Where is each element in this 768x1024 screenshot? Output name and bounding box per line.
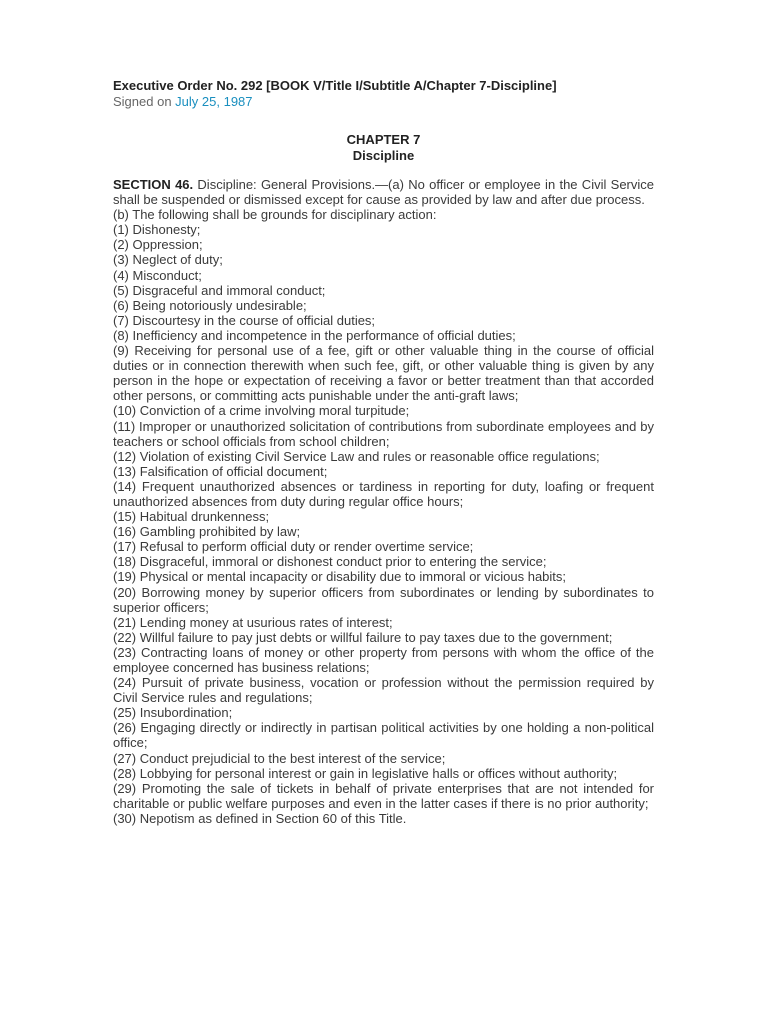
ground-item: (9) Receiving for personal use of a fee, gift or other valuable thing in the course of official duties or in connection therewith when such fee, gift, or other valuable thing is given by any person in the hope or expectation of receiving a favor or better treatment than that accorded other persons, or committing acts punishable under the anti-graft laws; — [113, 343, 654, 404]
chapter-name: Discipline — [352, 148, 415, 163]
ground-item: (8) Inefficiency and incompetence in the performance of official duties; — [113, 327, 516, 343]
section-label: SECTION 46. — [113, 177, 194, 192]
ground-item: (16) Gambling prohibited by law; — [113, 524, 301, 540]
ground-item: (29) Promoting the sale of tickets in behalf of private enterprises that are not intended for charitable or public welfare purposes and even in the latter cases if there is no prior authority; — [113, 780, 654, 811]
ground-item: (13) Falsification of official document; — [113, 463, 328, 479]
ground-item: (27) Conduct prejudicial to the best interest of the service; — [113, 750, 446, 766]
ground-item: (4) Misconduct; — [113, 267, 202, 283]
ground-item: (2) Oppression; — [113, 237, 203, 253]
ground-item: (24) Pursuit of private business, vocation or profession without the permission required by Civil Service rules and regulations; — [113, 675, 654, 706]
ground-item: (26) Engaging directly or indirectly in partisan political activities by one holding a non-political office; — [113, 720, 654, 751]
ground-item: (10) Conviction of a crime involving moral turpitude; — [113, 403, 410, 419]
ground-item: (14) Frequent unauthorized absences or tardiness in reporting for duty, loafing or frequent unauthorized absences from duty during regular office hours; — [113, 478, 654, 509]
signed-line — [113, 94, 654, 110]
ground-item: (12) Violation of existing Civil Service Law and rules or reasonable office regulations; — [113, 448, 600, 464]
ground-item: (21) Lending money at usurious rates of interest; — [113, 614, 393, 630]
ground-item: (6) Being notoriously undesirable; — [113, 297, 307, 313]
grounds-intro: (b) The following shall be grounds for disciplinary action: — [113, 207, 437, 223]
document-title: Executive Order No. 292 [BOOK V/Title I/Subtitle A/Chapter 7-Discipline] — [113, 78, 557, 93]
ground-item: (30) Nepotism as defined in Section 60 of this Title. — [113, 810, 407, 826]
document-page — [113, 78, 654, 826]
ground-item: (5) Disgraceful and immoral conduct; — [113, 282, 326, 298]
ground-item: (20) Borrowing money by superior officers from subordinates or lending by subordinates to superior officers; — [113, 584, 654, 615]
ground-item: (18) Disgraceful, immoral or dishonest conduct prior to entering the service; — [113, 554, 547, 570]
section-intro — [113, 177, 654, 207]
ground-item: (7) Discourtesy in the course of official duties; — [113, 312, 376, 328]
grounds-list — [113, 222, 654, 826]
ground-item: (28) Lobbying for personal interest or gain in legislative halls or offices without authority; — [113, 765, 618, 781]
ground-item: (23) Contracting loans of money or other property from persons with whom the office of the employee concerned has business relations; — [113, 644, 654, 675]
signed-prefix: Signed on — [113, 94, 176, 109]
ground-item: (1) Dishonesty; — [113, 222, 201, 238]
ground-item: (17) Refusal to perform official duty or render overtime service; — [113, 539, 474, 555]
ground-item: (3) Neglect of duty; — [113, 252, 223, 268]
signed-date-link[interactable]: July 25, 1987 — [175, 94, 253, 109]
ground-item: (11) Improper or unauthorized solicitation of contributions from subordinate employees and by teachers or school officials from school children; — [113, 418, 654, 449]
ground-item: (22) Willful failure to pay just debts or willful failure to pay taxes due to the government; — [113, 629, 613, 645]
section-body — [113, 177, 654, 826]
ground-item: (25) Insubordination; — [113, 705, 233, 721]
chapter-number: CHAPTER 7 — [346, 132, 421, 147]
ground-item: (15) Habitual drunkenness; — [113, 509, 270, 525]
section-intro-text: Discipline: General Provisions.—(a) No officer or employee in the Civil Service shall be suspended or dismissed except for cause as provided by law and after due process. — [113, 177, 654, 208]
ground-item: (19) Physical or mental incapacity or disability due to immoral or vicious habits; — [113, 569, 567, 585]
